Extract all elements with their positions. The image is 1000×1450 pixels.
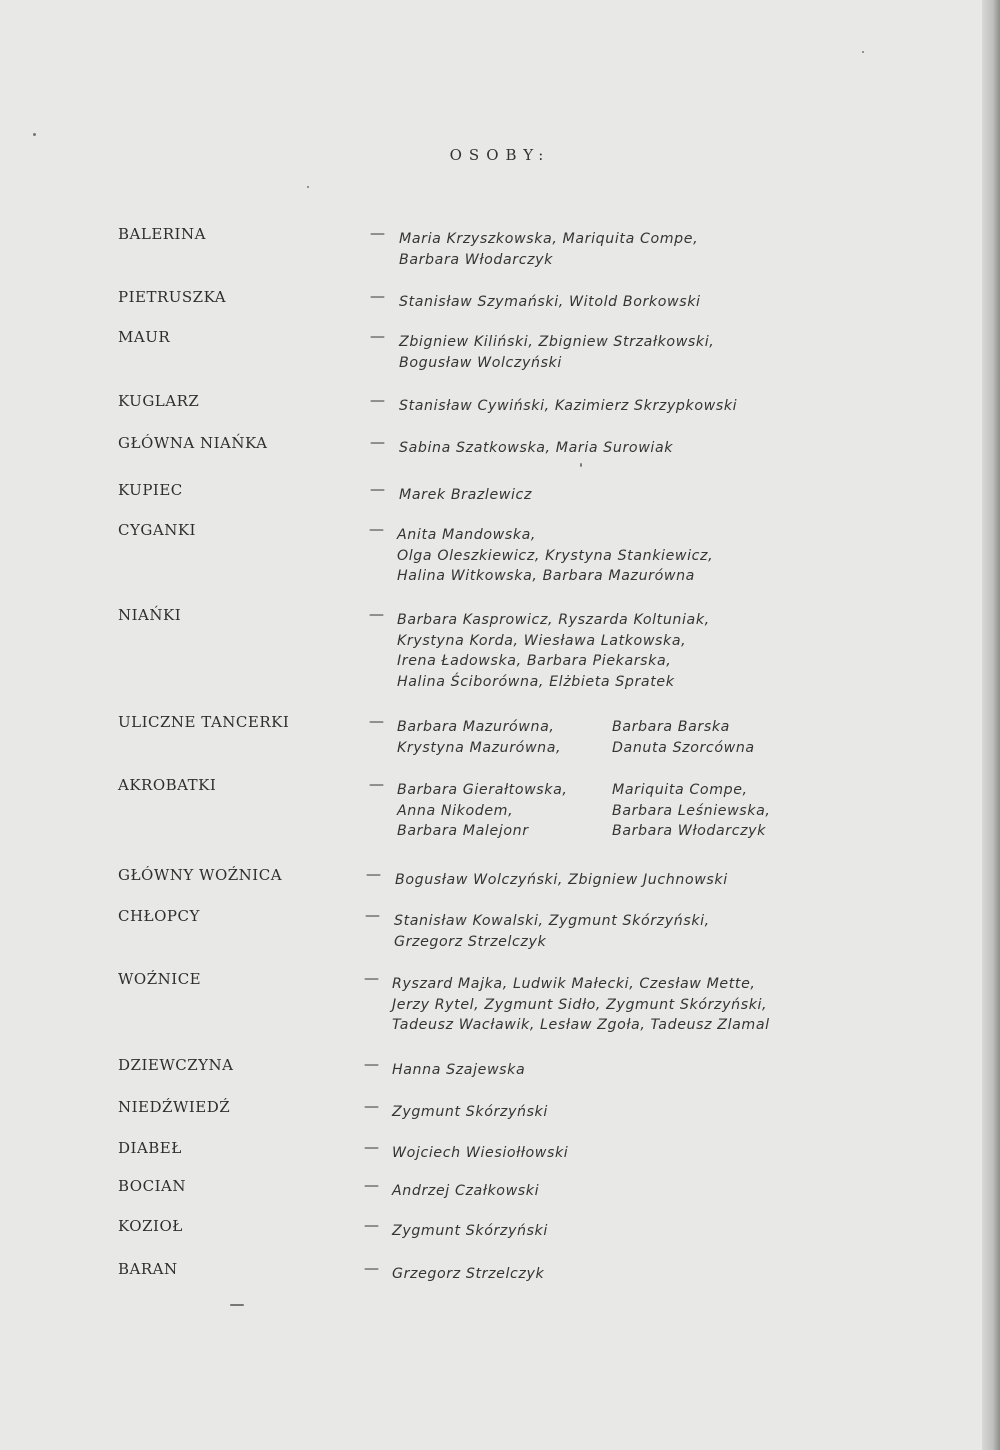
cast-line: Barbara Włodarczyk: [612, 823, 766, 839]
role-name: AKROBATKI: [118, 776, 217, 794]
cast-names: [392, 1221, 548, 1242]
cast-names: [392, 1060, 525, 1081]
role-name: WOŹNICE: [118, 970, 202, 988]
page-edge: [982, 0, 1000, 1450]
cast-line: Barbara Mazurówna,: [397, 719, 555, 735]
role-name: CHŁOPCY: [118, 907, 200, 925]
role-name: NIAŃKI: [118, 606, 182, 624]
cast-line: Andrzej Czałkowski: [392, 1183, 540, 1199]
dash-separator: —: [364, 1055, 379, 1073]
cast-column: [397, 717, 561, 758]
dash-separator: —: [364, 1176, 379, 1194]
speck: [33, 133, 36, 136]
cast-names: [394, 911, 710, 952]
role-name: DZIEWCZYNA: [118, 1056, 234, 1074]
cast-line: Barbara Włodarczyk: [399, 251, 553, 268]
cast-names: [392, 1102, 548, 1123]
cast-line: Grzegorz Strzelczyk: [392, 1266, 545, 1282]
cast-names: [399, 438, 673, 459]
role-name: NIEDŹWIEDŹ: [118, 1098, 231, 1116]
cast-line: Tadeusz Wacławik, Lesław Zgoła, Tadeusz Zlamal: [392, 1017, 770, 1033]
cast-line: Sabina Szatkowska, Maria Surowiak: [399, 440, 674, 456]
cast-line: Halina Witkowska, Barbara Mazurówna: [397, 568, 695, 584]
cast-line: Barbara Gierałtowska,: [397, 782, 568, 798]
dash-separator: —: [364, 1259, 379, 1277]
role-name: KOZIOŁ: [118, 1217, 183, 1235]
role-name: GŁÓWNA NIAŃKA: [118, 434, 268, 452]
speck: [230, 1304, 244, 1306]
cast-line: Maria Krzyszkowska, Mariquita Compe,: [399, 231, 699, 247]
dash-separator: —: [370, 327, 385, 345]
cast-names: [397, 610, 710, 692]
cast-line: Danuta Szorcówna: [612, 739, 755, 756]
cast-line: Jerzy Rytel, Zygmunt Sidło, Zygmunt Skórzyński,: [392, 996, 768, 1013]
role-name: BOCIAN: [118, 1177, 186, 1195]
cast-line: Bogusław Wolczyński, Zbigniew Juchnowski: [395, 872, 728, 888]
dash-separator: —: [370, 391, 385, 409]
role-name: BALERINA: [118, 225, 206, 243]
dash-separator: —: [369, 520, 384, 538]
cast-line: Mariquita Compe,: [612, 782, 748, 798]
cast-line: Stanisław Kowalski, Zygmunt Skórzyński,: [394, 913, 710, 929]
cast-line: Hanna Szajewska: [392, 1062, 526, 1078]
dash-separator: —: [369, 605, 384, 623]
dash-separator: —: [370, 224, 385, 242]
cast-line: Krystyna Mazurówna,: [397, 739, 562, 756]
role-name: BARAN: [118, 1260, 178, 1278]
cast-names: [397, 525, 713, 587]
cast-line: Barbara Kasprowicz, Ryszarda Koltuniak,: [397, 612, 710, 628]
page-title: OSOBY:: [449, 146, 551, 164]
cast-names: [395, 870, 728, 891]
cast-names: [399, 396, 737, 417]
role-name: MAUR: [118, 328, 171, 346]
cast-line: Grzegorz Strzelczyk: [394, 933, 547, 950]
speck: [862, 51, 864, 53]
role-name: GŁÓWNY WOŹNICA: [118, 866, 283, 884]
dash-separator: —: [364, 1097, 379, 1115]
cast-names: [392, 1143, 568, 1164]
cast-line: Stanisław Cywiński, Kazimierz Skrzypkowski: [399, 398, 738, 414]
cast-names: [399, 292, 701, 313]
dash-separator: —: [370, 433, 385, 451]
cast-line: Ryszard Majka, Ludwik Małecki, Czesław Mette,: [392, 976, 756, 992]
role-name: KUGLARZ: [118, 392, 200, 410]
cast-column: [612, 717, 755, 758]
dash-separator: —: [370, 480, 385, 498]
cast-names: [392, 1264, 544, 1285]
cast-line: Halina Ściborówna, Elżbieta Spratek: [397, 673, 675, 690]
dash-separator: —: [364, 1138, 379, 1156]
cast-line: Marek Brazlewicz: [399, 487, 532, 503]
dash-separator: —: [364, 1216, 379, 1234]
cast-line: Anna Nikodem,: [397, 802, 514, 819]
cast-names: [392, 1181, 539, 1202]
dash-separator: —: [364, 969, 379, 987]
cast-line: Zbigniew Kiliński, Zbigniew Strzałkowski,: [399, 334, 715, 350]
cast-line: Barbara Malejonr: [397, 823, 529, 839]
dash-separator: —: [370, 287, 385, 305]
cast-line: Wojciech Wiesiołłowski: [392, 1145, 569, 1161]
role-name: CYGANKI: [118, 521, 196, 539]
role-name: ULICZNE TANCERKI: [118, 713, 290, 731]
cast-column: [397, 780, 568, 842]
cast-line: Barbara Leśniewska,: [612, 802, 771, 819]
cast-line: Zygmunt Skórzyński: [392, 1223, 548, 1239]
cast-names: [392, 974, 770, 1036]
cast-line: Barbara Barska: [612, 719, 730, 735]
speck: [580, 463, 582, 467]
cast-line: Anita Mandowska,: [397, 527, 537, 543]
cast-column: [612, 780, 771, 842]
cast-names: [399, 485, 532, 506]
role-name: KUPIEC: [118, 481, 183, 499]
role-name: DIABEŁ: [118, 1139, 182, 1157]
cast-line: Stanisław Szymański, Witold Borkowski: [399, 294, 701, 310]
cast-line: Bogusław Wolczyński: [399, 354, 562, 371]
dash-separator: —: [366, 865, 381, 883]
speck: [307, 186, 309, 188]
role-name: PIETRUSZKA: [118, 288, 227, 306]
dash-separator: —: [369, 712, 384, 730]
cast-line: Irena Ładowska, Barbara Piekarska,: [397, 653, 672, 669]
dash-separator: —: [369, 775, 384, 793]
cast-names: [399, 229, 698, 270]
cast-line: Olga Oleszkiewicz, Krystyna Stankiewicz,: [397, 547, 714, 564]
dash-separator: —: [365, 906, 380, 924]
cast-names: [399, 332, 714, 373]
cast-line: Krystyna Korda, Wiesława Latkowska,: [397, 632, 687, 649]
cast-line: Zygmunt Skórzyński: [392, 1104, 548, 1120]
